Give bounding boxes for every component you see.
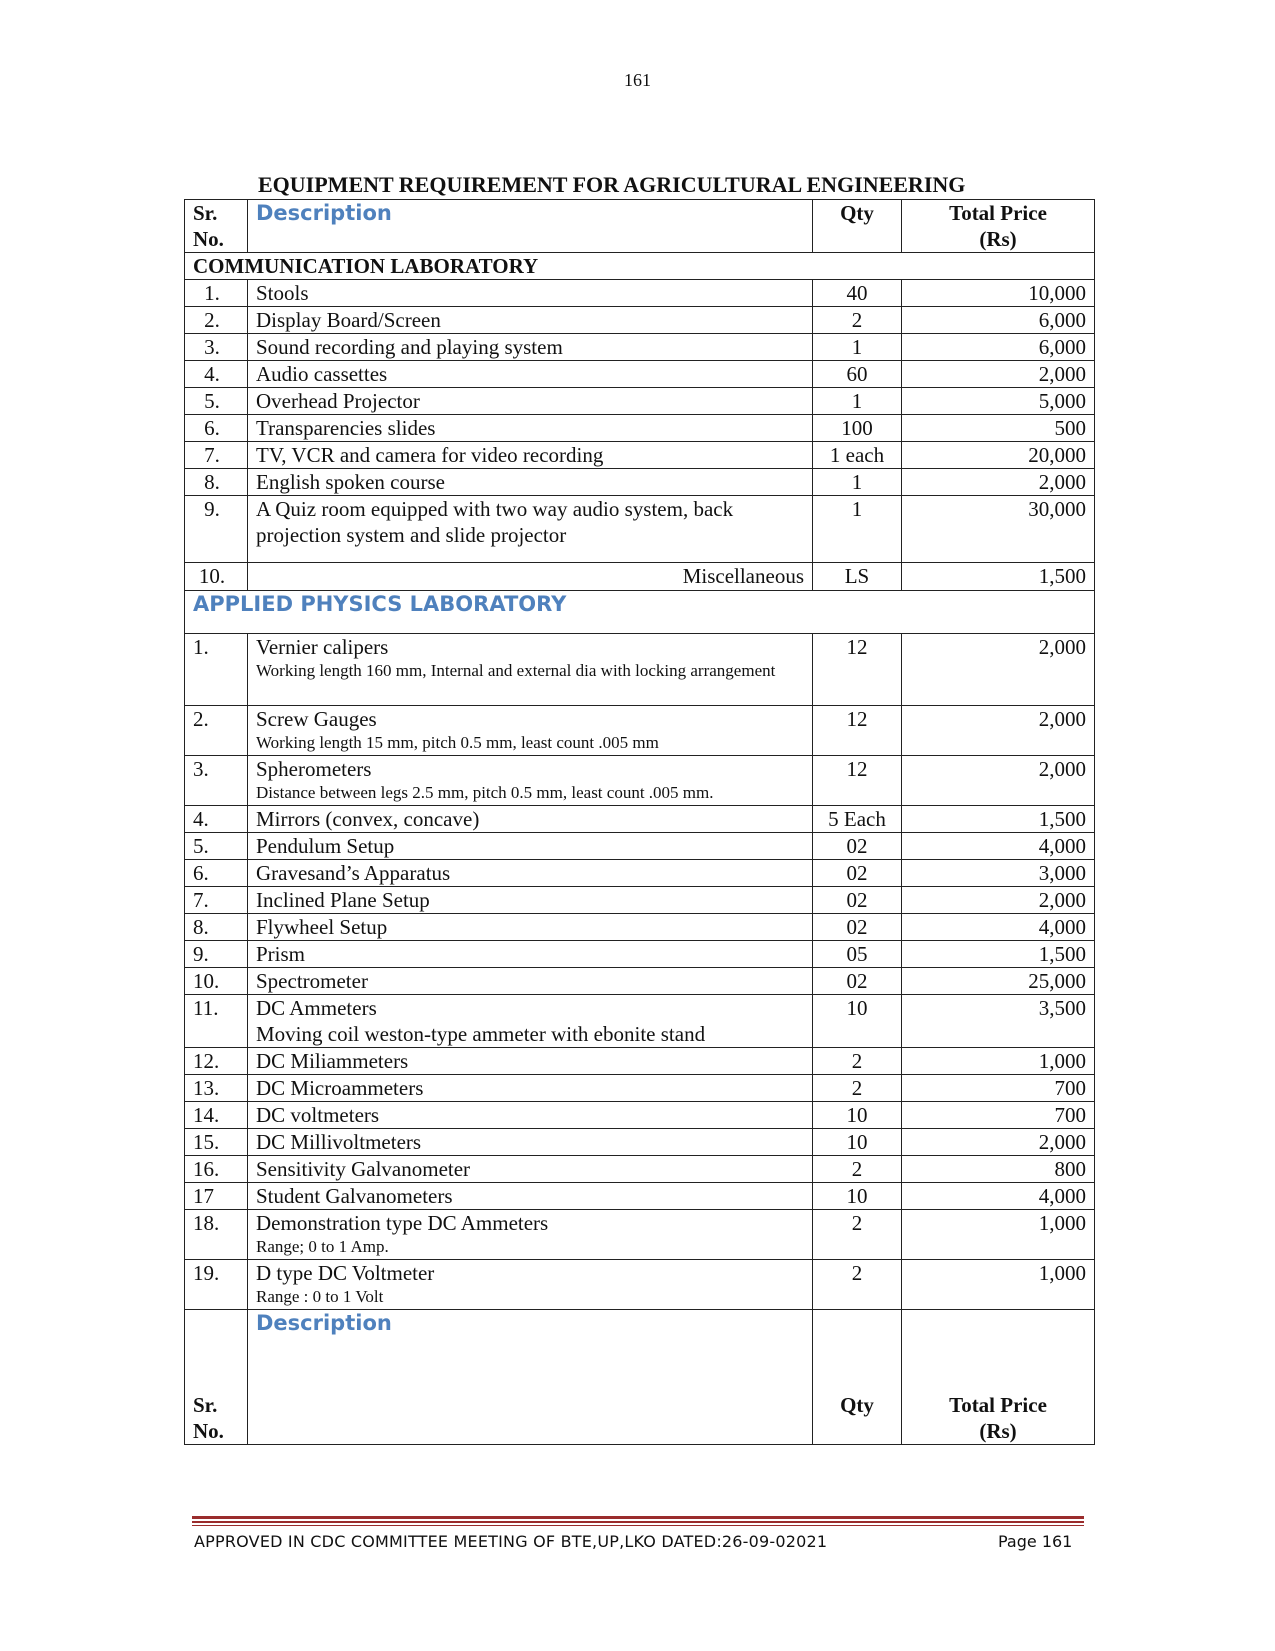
sr-cell: 10. — [185, 563, 248, 591]
qty-cell: 2 — [813, 307, 902, 334]
description-cell: DC Miliammeters — [248, 1048, 813, 1075]
description-cell: Display Board/Screen — [248, 307, 813, 334]
price-cell: 1,500 — [902, 563, 1095, 591]
table-row — [185, 941, 1095, 968]
price-cell: 5,000 — [902, 388, 1095, 415]
price-cell: 800 — [902, 1156, 1095, 1183]
price-cell: 1,000 — [902, 1048, 1095, 1075]
table-row — [185, 756, 1095, 806]
description-cell: A Quiz room equipped with two way audio system, back projection system and slide projector — [248, 496, 813, 563]
equipment-table — [184, 199, 1095, 1445]
qty-cell: 1 — [813, 388, 902, 415]
item-name: DC Ammeters — [256, 996, 377, 1020]
sr-cell: 5. — [185, 833, 248, 860]
table-row — [185, 563, 1095, 591]
item-name: Demonstration type DC Ammeters — [256, 1211, 549, 1235]
table-row — [185, 361, 1095, 388]
description-cell: DC Millivoltmeters — [248, 1129, 813, 1156]
table-row — [185, 415, 1095, 442]
page-number-top: 161 — [624, 70, 651, 90]
qty-cell: 100 — [813, 415, 902, 442]
qty-cell: 2 — [813, 1156, 902, 1183]
sr-cell: 5. — [185, 388, 248, 415]
price-cell: 4,000 — [902, 833, 1095, 860]
item-spec: Working length 15 mm, pitch 0.5 mm, least count .005 mm — [256, 733, 659, 752]
table-row — [185, 280, 1095, 307]
description-cell: English spoken course — [248, 469, 813, 496]
footer-approval-text: APPROVED IN CDC COMMITTEE MEETING OF BTE,UP,LKO DATED:26-09-02021 — [194, 1532, 828, 1551]
qty-cell: 1 — [813, 469, 902, 496]
table-row — [185, 995, 1095, 1048]
price-cell: 1,000 — [902, 1260, 1095, 1310]
footer-divider — [192, 1521, 1084, 1523]
table-row — [185, 1129, 1095, 1156]
qty-cell: 2 — [813, 1075, 902, 1102]
qty-cell: 02 — [813, 887, 902, 914]
table-footer-header-row — [185, 1310, 1095, 1445]
sr-cell: 8. — [185, 469, 248, 496]
table-row — [185, 706, 1095, 756]
header-qty: Qty — [813, 200, 902, 253]
table-row — [185, 307, 1095, 334]
sr-cell: 16. — [185, 1156, 248, 1183]
price-cell: 1,000 — [902, 1210, 1095, 1260]
qty-cell: 2 — [813, 1048, 902, 1075]
table-row — [185, 887, 1095, 914]
price-cell: 500 — [902, 415, 1095, 442]
description-cell: Sound recording and playing system — [248, 334, 813, 361]
qty-cell: 10 — [813, 1183, 902, 1210]
description-cell: Flywheel Setup — [248, 914, 813, 941]
qty-cell: 02 — [813, 860, 902, 887]
sr-cell: 17 — [185, 1183, 248, 1210]
table-row — [185, 1102, 1095, 1129]
sr-cell: 8. — [185, 914, 248, 941]
sr-cell: 4. — [185, 806, 248, 833]
table-row — [185, 496, 1095, 563]
sr-cell: 13. — [185, 1075, 248, 1102]
item-spec: Range : 0 to 1 Volt — [256, 1287, 384, 1306]
qty-cell: 1 each — [813, 442, 902, 469]
table-row — [185, 833, 1095, 860]
description-cell — [248, 634, 813, 706]
header-description: Description — [248, 200, 813, 253]
price-cell: 3,000 — [902, 860, 1095, 887]
price-cell: 10,000 — [902, 280, 1095, 307]
sr-cell: 9. — [185, 496, 248, 563]
price-cell: 6,000 — [902, 307, 1095, 334]
footer-header-description: Description — [248, 1310, 813, 1445]
footer-header-sr-no: Sr. No. — [185, 1310, 248, 1445]
sr-cell: 15. — [185, 1129, 248, 1156]
item-spec: Range; 0 to 1 Amp. — [256, 1237, 389, 1256]
price-cell: 2,000 — [902, 469, 1095, 496]
description-cell — [248, 756, 813, 806]
description-cell: Pendulum Setup — [248, 833, 813, 860]
footer-divider — [192, 1525, 1084, 1526]
description-cell: Audio cassettes — [248, 361, 813, 388]
qty-cell: LS — [813, 563, 902, 591]
qty-cell: 12 — [813, 756, 902, 806]
qty-cell: 02 — [813, 833, 902, 860]
table-row — [185, 1156, 1095, 1183]
sr-cell: 10. — [185, 968, 248, 995]
table-row — [185, 634, 1095, 706]
price-cell: 700 — [902, 1102, 1095, 1129]
table-row — [185, 1260, 1095, 1310]
table-row — [185, 388, 1095, 415]
price-cell: 2,000 — [902, 706, 1095, 756]
qty-cell: 02 — [813, 914, 902, 941]
description-cell: DC Microammeters — [248, 1075, 813, 1102]
item-spec: Working length 160 mm, Internal and external dia with locking arrangement — [256, 661, 776, 680]
sr-cell: 1. — [185, 280, 248, 307]
price-cell: 20,000 — [902, 442, 1095, 469]
sr-cell: 1. — [185, 634, 248, 706]
price-cell: 2,000 — [902, 634, 1095, 706]
price-cell: 4,000 — [902, 914, 1095, 941]
description-cell: DC voltmeters — [248, 1102, 813, 1129]
description-cell: TV, VCR and camera for video recording — [248, 442, 813, 469]
table-row — [185, 469, 1095, 496]
description-cell: Spectrometer — [248, 968, 813, 995]
section-row-physics — [185, 591, 1095, 634]
price-cell: 1,500 — [902, 941, 1095, 968]
section-heading-communication: COMMUNICATION LABORATORY — [185, 253, 1095, 280]
qty-cell: 40 — [813, 280, 902, 307]
item-name: Spherometers — [256, 757, 372, 781]
sr-cell: 6. — [185, 860, 248, 887]
price-cell: 3,500 — [902, 995, 1095, 1048]
header-total-price: Total Price (Rs) — [902, 200, 1095, 253]
sr-cell: 9. — [185, 941, 248, 968]
footer-header-total-price: Total Price (Rs) — [902, 1310, 1095, 1445]
description-cell: Prism — [248, 941, 813, 968]
qty-cell: 10 — [813, 995, 902, 1048]
price-cell: 2,000 — [902, 1129, 1095, 1156]
sr-cell: 11. — [185, 995, 248, 1048]
item-spec: Distance between legs 2.5 mm, pitch 0.5 mm, least count .005 mm. — [256, 783, 714, 802]
table-row — [185, 968, 1095, 995]
table-header-row — [185, 200, 1095, 253]
qty-cell: 2 — [813, 1210, 902, 1260]
price-cell: 700 — [902, 1075, 1095, 1102]
qty-cell: 1 — [813, 334, 902, 361]
table-row — [185, 1048, 1095, 1075]
price-cell: 6,000 — [902, 334, 1095, 361]
price-cell: 1,500 — [902, 806, 1095, 833]
table-row — [185, 1075, 1095, 1102]
description-cell: Sensitivity Galvanometer — [248, 1156, 813, 1183]
qty-cell: 02 — [813, 968, 902, 995]
description-cell: Mirrors (convex, concave) — [248, 806, 813, 833]
table-row — [185, 914, 1095, 941]
footer-divider — [192, 1516, 1084, 1519]
sr-cell: 3. — [185, 334, 248, 361]
sr-cell: 4. — [185, 361, 248, 388]
price-cell: 25,000 — [902, 968, 1095, 995]
header-sr-no: Sr. No. — [185, 200, 248, 253]
price-cell: 2,000 — [902, 756, 1095, 806]
qty-cell: 1 — [813, 496, 902, 563]
section-heading-physics: APPLIED PHYSICS LABORATORY — [185, 591, 1095, 634]
description-cell — [248, 995, 813, 1048]
qty-cell: 2 — [813, 1260, 902, 1310]
sr-cell: 18. — [185, 1210, 248, 1260]
sr-cell: 19. — [185, 1260, 248, 1310]
sr-cell: 6. — [185, 415, 248, 442]
qty-cell: 12 — [813, 706, 902, 756]
table-row — [185, 1183, 1095, 1210]
price-cell: 2,000 — [902, 361, 1095, 388]
description-cell — [248, 1210, 813, 1260]
sr-cell: 7. — [185, 442, 248, 469]
footer-page-number: Page 161 — [998, 1532, 1073, 1551]
description-cell: Miscellaneous — [248, 563, 813, 591]
qty-cell: 5 Each — [813, 806, 902, 833]
footer-header-qty: Qty — [813, 1310, 902, 1445]
table-row — [185, 442, 1095, 469]
description-cell: Stools — [248, 280, 813, 307]
qty-cell: 12 — [813, 634, 902, 706]
table-row — [185, 1210, 1095, 1260]
price-cell: 4,000 — [902, 1183, 1095, 1210]
item-name: D type DC Voltmeter — [256, 1261, 435, 1285]
table-row — [185, 334, 1095, 361]
description-cell: Inclined Plane Setup — [248, 887, 813, 914]
description-cell — [248, 706, 813, 756]
description-cell: Gravesand’s Apparatus — [248, 860, 813, 887]
section-row-communication — [185, 253, 1095, 280]
price-cell: 2,000 — [902, 887, 1095, 914]
qty-cell: 10 — [813, 1102, 902, 1129]
description-cell: Student Galvanometers — [248, 1183, 813, 1210]
sr-cell: 12. — [185, 1048, 248, 1075]
sr-cell: 14. — [185, 1102, 248, 1129]
item-name: Vernier calipers — [256, 635, 389, 659]
sr-cell: 2. — [185, 307, 248, 334]
sr-cell: 7. — [185, 887, 248, 914]
qty-cell: 10 — [813, 1129, 902, 1156]
description-cell — [248, 1260, 813, 1310]
table-row — [185, 860, 1095, 887]
sr-cell: 2. — [185, 706, 248, 756]
description-cell: Overhead Projector — [248, 388, 813, 415]
qty-cell: 05 — [813, 941, 902, 968]
price-cell: 30,000 — [902, 496, 1095, 563]
table-row — [185, 806, 1095, 833]
item-detail: Moving coil weston-type ammeter with ebonite stand — [256, 1022, 706, 1046]
item-name: Screw Gauges — [256, 707, 377, 731]
document-title: EQUIPMENT REQUIREMENT FOR AGRICULTURAL ENGINEERING — [258, 172, 966, 197]
qty-cell: 60 — [813, 361, 902, 388]
description-cell: Transparencies slides — [248, 415, 813, 442]
sr-cell: 3. — [185, 756, 248, 806]
